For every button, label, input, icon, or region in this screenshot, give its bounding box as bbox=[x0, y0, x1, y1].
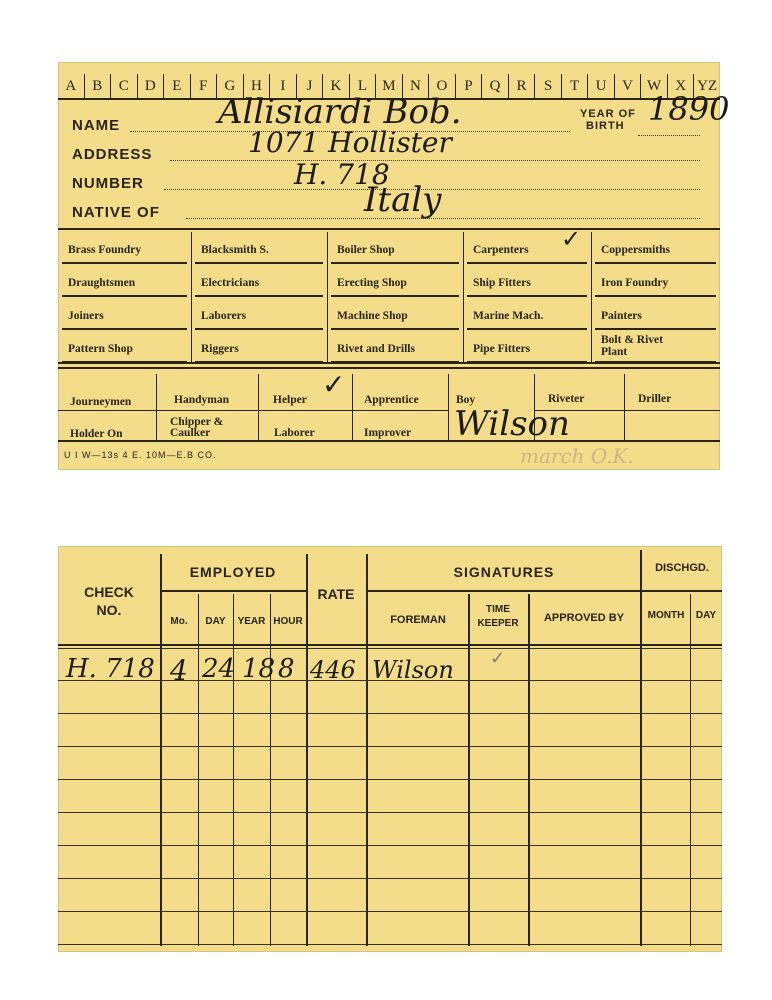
alphabet-letter: T bbox=[562, 74, 589, 98]
employment-card-back bbox=[58, 546, 722, 952]
trade-underline bbox=[62, 328, 187, 330]
col-rule-timekeeper bbox=[528, 594, 530, 946]
name-value: Allisiardi Bob. bbox=[218, 92, 462, 132]
approved-by-header: APPROVED BY bbox=[543, 612, 625, 624]
address-value: 1071 Hollister bbox=[248, 126, 452, 159]
trades-column-divider bbox=[191, 232, 192, 362]
trade-underline bbox=[195, 328, 323, 330]
trade-carpenters: Carpenters bbox=[473, 244, 529, 256]
header-bottom-rule bbox=[58, 644, 722, 646]
entry-row-line bbox=[58, 779, 722, 780]
col-rule-foreman bbox=[468, 594, 470, 946]
trades-bottom-rule-2 bbox=[58, 367, 720, 369]
alphabet-letter: A bbox=[58, 74, 85, 98]
alphabet-letter: N bbox=[403, 74, 430, 98]
header-bottom-rule-2 bbox=[58, 648, 722, 649]
foreman-header: FOREMAN bbox=[390, 614, 446, 626]
grade-chipper-line1: Chipper & bbox=[170, 416, 224, 428]
grade-helper: Helper bbox=[273, 394, 307, 406]
grade-laborer: Laborer bbox=[274, 427, 315, 439]
time-keeper-header-1: TIME bbox=[486, 604, 510, 615]
trade-pattern-shop: Pattern Shop bbox=[68, 343, 133, 355]
day-header: DAY bbox=[205, 616, 226, 627]
entry-row-line bbox=[58, 746, 722, 747]
foreman-signature-front: Wilson bbox=[454, 404, 570, 444]
alphabet-letter: U bbox=[588, 74, 615, 98]
trade-bolt-rivet-plant: Bolt & Rivet Plant bbox=[601, 334, 663, 358]
mo-header: Mo. bbox=[170, 616, 188, 627]
number-label: NUMBER bbox=[72, 175, 144, 192]
grade-improver: Improver bbox=[364, 427, 412, 439]
dischgd-day-header: DAY bbox=[695, 610, 717, 621]
trade-blacksmith-s: Blacksmith S. bbox=[201, 244, 269, 256]
col-rule-month bbox=[690, 594, 691, 946]
grades-divider-3 bbox=[352, 374, 353, 440]
address-line bbox=[170, 160, 700, 161]
trade-ship-fitters: Ship Fitters bbox=[473, 277, 531, 289]
hour-header: HOUR bbox=[273, 616, 303, 627]
trade-marine-mach: Marine Mach. bbox=[473, 310, 544, 322]
col-rule-hour bbox=[306, 554, 308, 946]
check-no-header-2: NO. bbox=[96, 602, 122, 618]
month-header: MONTH bbox=[647, 610, 685, 621]
alphabet-letter: S bbox=[535, 74, 562, 98]
trade-underline bbox=[62, 295, 187, 297]
col-rule-rate bbox=[366, 554, 368, 946]
trade-pipe-fitters: Pipe Fitters bbox=[473, 343, 531, 355]
time-keeper-header-2: KEEPER bbox=[477, 618, 519, 629]
entry-row-line bbox=[58, 812, 722, 813]
trade-draughtsmen: Draughtsmen bbox=[68, 277, 136, 289]
alphabet-letter: R bbox=[509, 74, 536, 98]
employed-header-rule bbox=[160, 590, 306, 592]
check-no-header-1: CHECK bbox=[84, 584, 134, 600]
year-of-birth-value: 1890 bbox=[648, 90, 730, 128]
trade-underline bbox=[331, 262, 459, 264]
grades-divider-4 bbox=[448, 374, 449, 440]
alphabet-letter: C bbox=[111, 74, 138, 98]
grade-chipper-line2: Caulker bbox=[170, 427, 211, 439]
trade-underline bbox=[195, 295, 323, 297]
grade-journeymen: Journeymen bbox=[70, 396, 132, 408]
grade-apprentice: Apprentice bbox=[364, 394, 419, 406]
alphabet-letter: J bbox=[297, 74, 324, 98]
employed-header: EMPLOYED bbox=[189, 564, 277, 580]
dischgd-header-rule bbox=[642, 590, 722, 592]
alphabet-letter: D bbox=[138, 74, 165, 98]
trade-underline bbox=[195, 262, 323, 264]
trades-top-rule bbox=[58, 228, 720, 230]
trade-coppersmiths: Coppersmiths bbox=[601, 244, 671, 256]
trade-boiler-shop: Boiler Shop bbox=[337, 244, 395, 256]
trade-underline bbox=[62, 262, 187, 264]
col-rule-check bbox=[160, 554, 162, 946]
helper-check-mark: ✓ bbox=[322, 368, 346, 401]
entry-mo: 4 bbox=[170, 654, 188, 687]
trade-underline bbox=[467, 295, 587, 297]
signatures-header: SIGNATURES bbox=[453, 564, 555, 580]
alphabet-letter: V bbox=[615, 74, 642, 98]
trade-underline bbox=[595, 262, 716, 264]
name-label: NAME bbox=[72, 117, 121, 134]
birth-line bbox=[638, 135, 700, 136]
grades-divider-2 bbox=[258, 374, 259, 440]
alphabet-letter: I bbox=[270, 74, 297, 98]
trades-column-divider bbox=[463, 232, 464, 362]
alphabet-letter: W bbox=[641, 74, 668, 98]
trade-laborers: Laborers bbox=[201, 310, 247, 322]
trade-underline bbox=[467, 328, 587, 330]
entry-row-line bbox=[58, 713, 722, 714]
year-of-label: YEAR OF bbox=[580, 108, 636, 120]
trade-underline bbox=[331, 295, 459, 297]
trade-erecting-shop: Erecting Shop bbox=[337, 277, 407, 289]
birth-label: BIRTH bbox=[586, 120, 625, 132]
entry-row-line bbox=[58, 944, 722, 945]
native-of-label: NATIVE OF bbox=[72, 204, 160, 221]
alphabet-letter: Q bbox=[482, 74, 509, 98]
grades-divider-1 bbox=[156, 374, 157, 440]
col-rule-year bbox=[270, 594, 271, 946]
carpenters-check-mark: ✓ bbox=[561, 225, 582, 253]
entry-check-no: H. 718 bbox=[66, 654, 155, 684]
faded-note: march O.K. bbox=[520, 444, 634, 468]
entry-rate: 446 bbox=[310, 656, 356, 684]
native-of-line bbox=[186, 218, 700, 219]
alphabet-letter: M bbox=[376, 74, 403, 98]
grade-handyman: Handyman bbox=[174, 394, 229, 406]
entry-foreman: Wilson bbox=[372, 656, 454, 684]
alphabet-letter: B bbox=[85, 74, 112, 98]
trade-joiners: Joiners bbox=[68, 310, 104, 322]
alphabet-letter: H bbox=[244, 74, 271, 98]
trade-machine-shop: Machine Shop bbox=[337, 310, 408, 322]
grade-holder-on: Holder On bbox=[70, 428, 123, 440]
grades-divider-6 bbox=[624, 374, 625, 440]
alphabet-letter: K bbox=[323, 74, 350, 98]
trade-underline bbox=[331, 328, 459, 330]
trades-column-divider bbox=[327, 232, 328, 362]
trades-column-divider bbox=[591, 232, 592, 362]
printer-footer: U I W—13s 4 E. 10M—E.B CO. bbox=[64, 450, 217, 460]
alphabet-letter: F bbox=[191, 74, 218, 98]
trades-bottom-rule-1 bbox=[58, 362, 720, 364]
grades-bottom-rule bbox=[58, 440, 720, 442]
alphabet-letter: G bbox=[217, 74, 244, 98]
trade-rivet-and-drills: Rivet and Drills bbox=[337, 343, 415, 355]
alphabet-letter: P bbox=[456, 74, 483, 98]
trade-brass-foundry: Brass Foundry bbox=[68, 244, 142, 256]
trade-underline bbox=[467, 262, 587, 264]
alphabet-letter: X bbox=[668, 74, 695, 98]
alphabet-letter: YZ bbox=[697, 78, 718, 94]
trade-underline bbox=[595, 328, 716, 330]
signatures-header-rule bbox=[368, 590, 640, 592]
entry-year: 18 bbox=[242, 654, 276, 684]
grade-riveter: Riveter bbox=[548, 393, 585, 405]
entry-row-line bbox=[58, 845, 722, 846]
native-of-value: Italy bbox=[364, 180, 442, 220]
number-value: H. 718 bbox=[294, 158, 390, 191]
grade-boy: Boy bbox=[456, 394, 476, 406]
alphabet-letter: E bbox=[164, 74, 191, 98]
entry-day: 24 bbox=[202, 654, 236, 684]
trade-electricians: Electricians bbox=[201, 277, 260, 289]
year-header: YEAR bbox=[237, 616, 266, 627]
col-rule-day bbox=[233, 594, 234, 946]
dischgd-header: DISCHGD. bbox=[655, 562, 709, 574]
alphabet-letter: L bbox=[350, 74, 377, 98]
trade-iron-foundry: Iron Foundry bbox=[601, 277, 669, 289]
entry-hour: 8 bbox=[278, 654, 295, 684]
entry-row-line bbox=[58, 878, 722, 879]
grade-driller: Driller bbox=[638, 393, 672, 405]
trade-painters: Painters bbox=[601, 310, 642, 322]
entry-row-line bbox=[58, 911, 722, 912]
employment-card-front bbox=[58, 62, 730, 470]
rate-header: RATE bbox=[317, 586, 355, 602]
grades-mid-rule-left bbox=[58, 410, 448, 411]
col-rule-mo bbox=[198, 594, 199, 946]
address-label: ADDRESS bbox=[72, 146, 153, 163]
alphabet-letter: O bbox=[429, 74, 456, 98]
entry-time-keeper-check: ✓ bbox=[490, 648, 506, 669]
trade-riggers: Riggers bbox=[201, 343, 239, 355]
trade-underline bbox=[595, 295, 716, 297]
